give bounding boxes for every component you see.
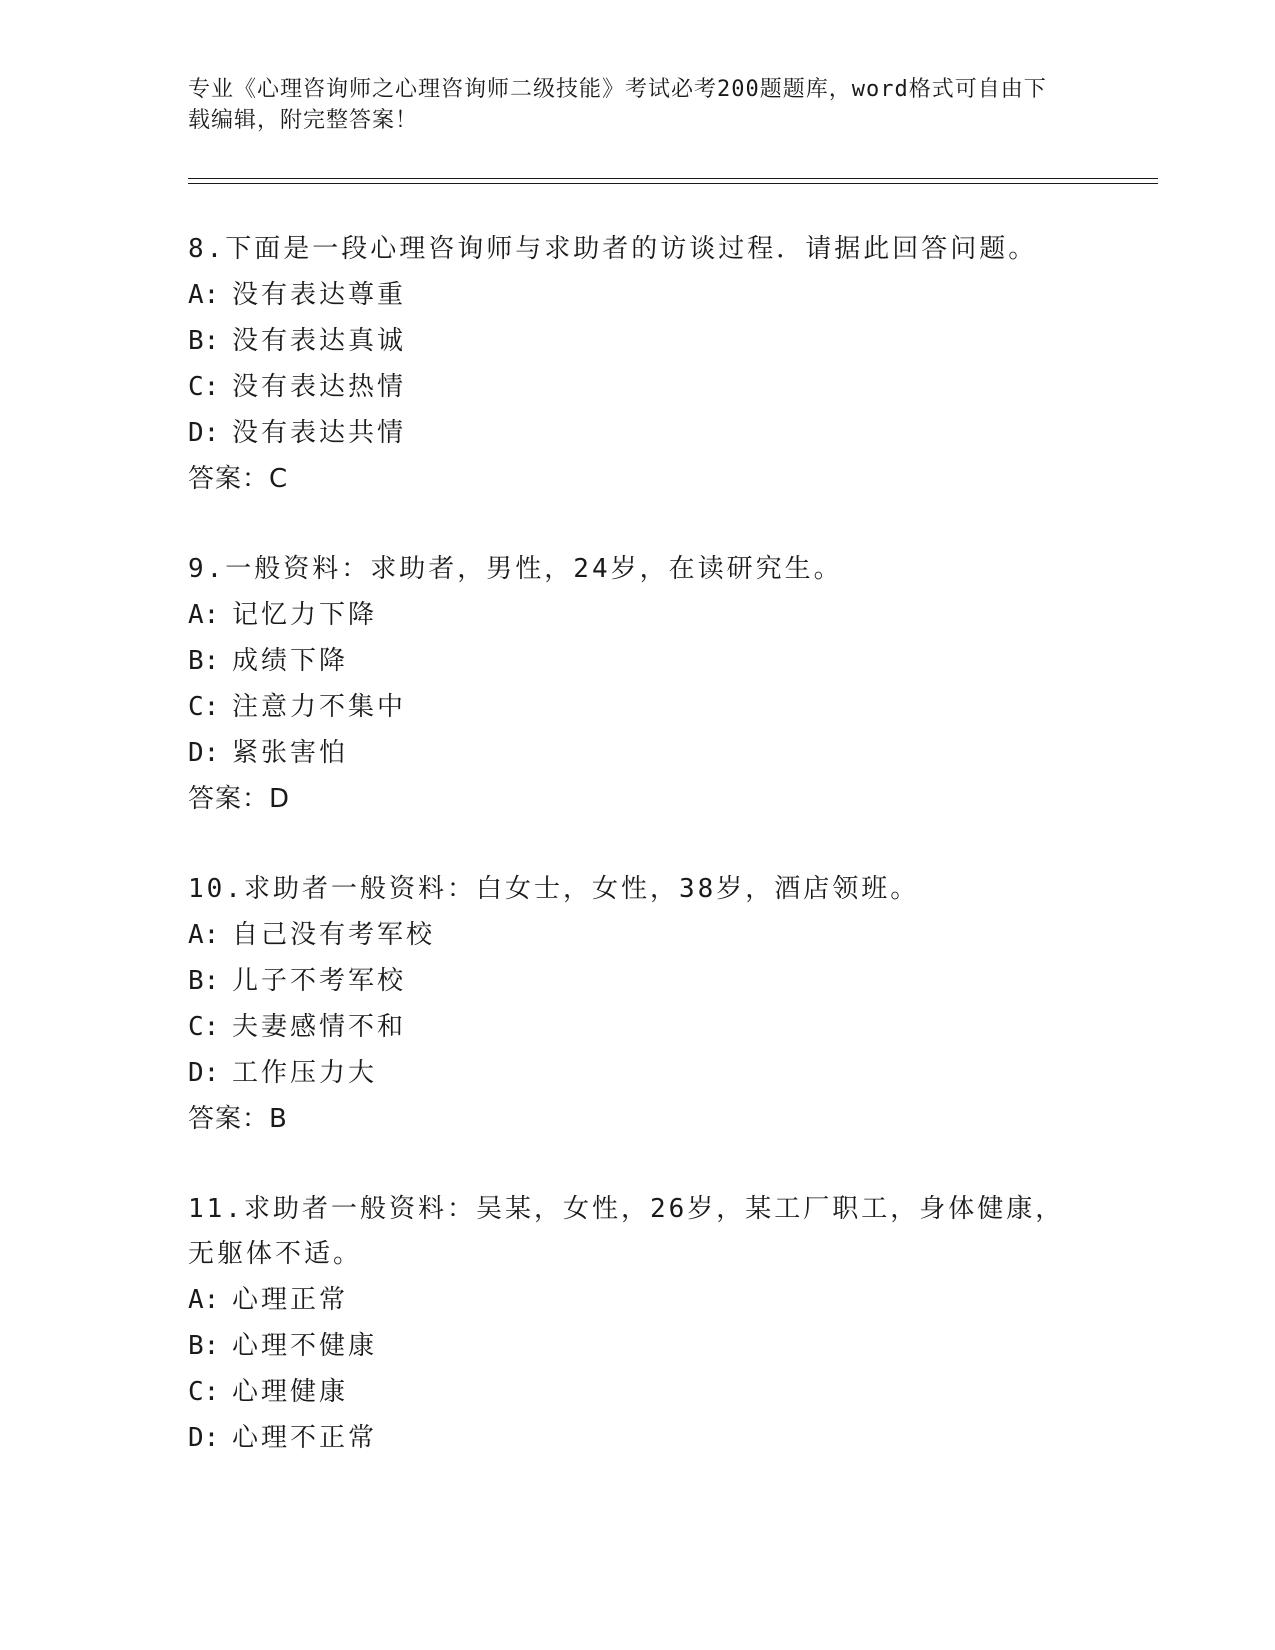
option-key: C: — [188, 692, 220, 722]
header-divider-bottom — [188, 183, 1158, 184]
option-a — [188, 912, 1088, 958]
option-text: 紧张害怕 — [232, 738, 349, 768]
header-divider-top — [188, 178, 1158, 179]
answer-line: 答案：D — [188, 784, 291, 814]
option-b — [188, 638, 1088, 684]
question-9 — [188, 547, 1088, 822]
option-key: B: — [188, 966, 220, 996]
option-d — [188, 730, 1088, 776]
option-c — [188, 684, 1088, 730]
option-key: C: — [188, 1377, 220, 1407]
option-key: A: — [188, 1285, 220, 1315]
option-text: 心理不正常 — [232, 1423, 378, 1453]
option-b — [188, 1323, 1088, 1369]
option-key: D: — [188, 738, 220, 768]
option-b — [188, 318, 1088, 364]
option-a — [188, 272, 1088, 318]
option-d — [188, 1050, 1088, 1096]
option-text: 工作压力大 — [232, 1058, 378, 1088]
option-text: 记忆力下降 — [232, 600, 378, 630]
question-8 — [188, 227, 1088, 502]
option-text: 没有表达热情 — [232, 372, 407, 402]
option-key: B: — [188, 326, 220, 356]
option-text: 成绩下降 — [232, 646, 349, 676]
option-key: B: — [188, 646, 220, 676]
option-d — [188, 410, 1088, 456]
option-text: 儿子不考军校 — [232, 966, 407, 996]
question-stem: 9.一般资料：求助者，男性，24岁，在读研究生。 — [188, 554, 843, 584]
option-a — [188, 592, 1088, 638]
option-key: A: — [188, 600, 220, 630]
answer-line: 答案：B — [188, 1104, 288, 1134]
question-stem: 8.下面是一段心理咨询师与求助者的访谈过程．请据此回答问题。 — [188, 234, 1038, 264]
option-key: C: — [188, 1012, 220, 1042]
option-d — [188, 1415, 1088, 1461]
option-c — [188, 364, 1088, 410]
option-text: 没有表达共情 — [232, 418, 407, 448]
question-stem: 10.求助者一般资料：白女士，女性，38岁，酒店领班。 — [188, 874, 920, 904]
option-a — [188, 1277, 1088, 1323]
question-10 — [188, 867, 1088, 1142]
option-text: 夫妻感情不和 — [232, 1012, 407, 1042]
option-text: 注意力不集中 — [232, 692, 407, 722]
option-key: D: — [188, 1423, 220, 1453]
option-text: 心理正常 — [232, 1285, 349, 1315]
option-c — [188, 1004, 1088, 1050]
document-header: 专业《心理咨询师之心理咨询师二级技能》考试必考200题题库，word格式可自由下载编辑，附完整答案！ — [188, 77, 1047, 133]
option-text: 没有表达尊重 — [232, 280, 407, 310]
option-b — [188, 958, 1088, 1004]
question-stem: 11.求助者一般资料：吴某，女性，26岁，某工厂职工，身体健康，无躯体不适。 — [188, 1194, 1065, 1269]
option-key: C: — [188, 372, 220, 402]
option-text: 没有表达真诚 — [232, 326, 407, 356]
option-text: 心理不健康 — [232, 1331, 378, 1361]
option-text: 自己没有考军校 — [232, 920, 436, 950]
option-c — [188, 1369, 1088, 1415]
option-key: A: — [188, 920, 220, 950]
option-key: D: — [188, 1058, 220, 1088]
question-11 — [188, 1187, 1088, 1461]
option-text: 心理健康 — [232, 1377, 349, 1407]
option-key: A: — [188, 280, 220, 310]
answer-line: 答案：C — [188, 464, 289, 494]
option-key: B: — [188, 1331, 220, 1361]
option-key: D: — [188, 418, 220, 448]
